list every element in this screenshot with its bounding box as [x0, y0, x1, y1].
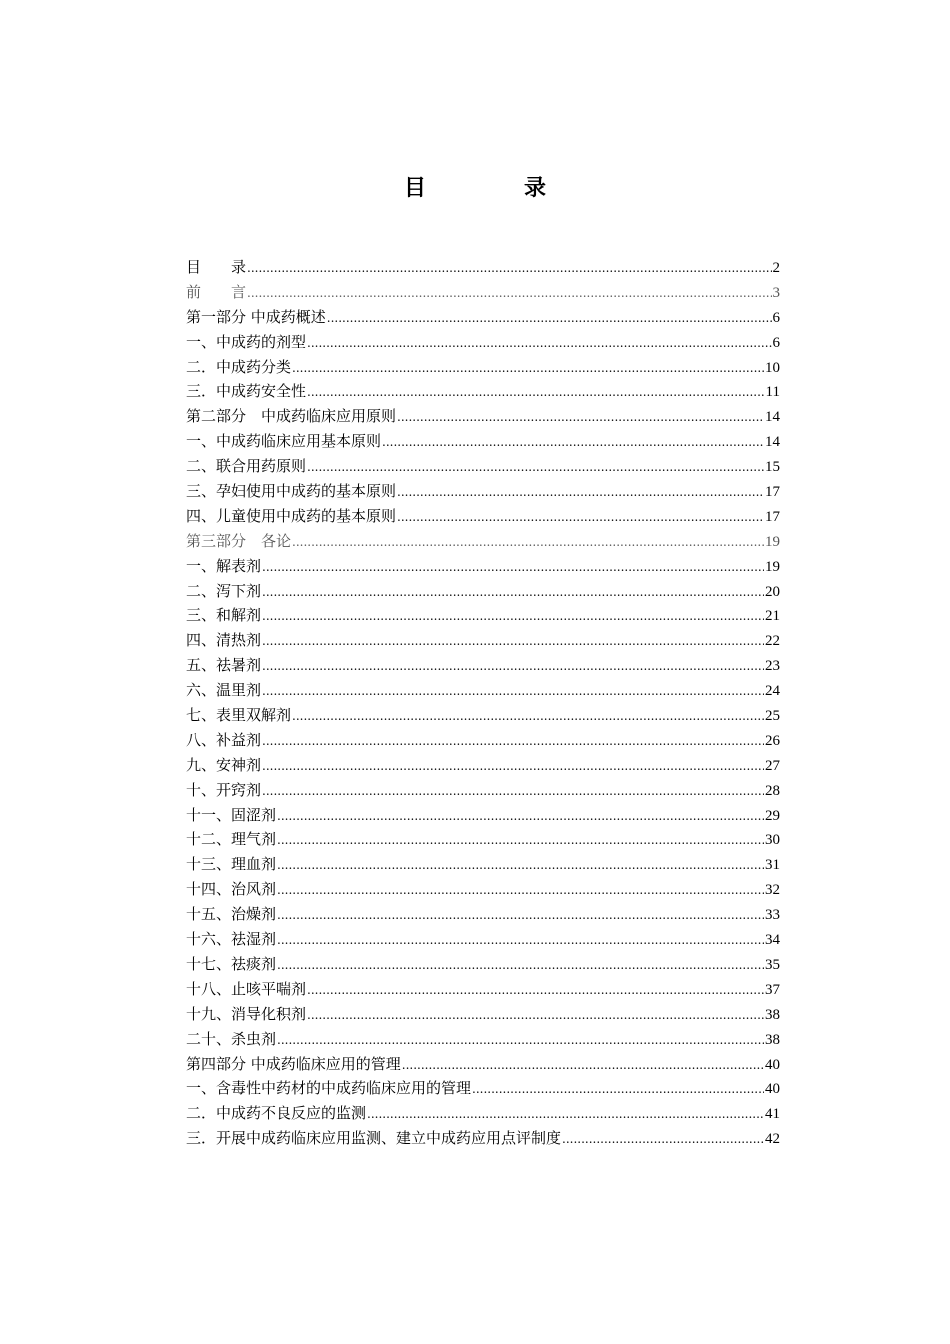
toc-entry-label: 三．开展中成药临床应用监测、建立中成药应用点评制度 [186, 1129, 562, 1148]
toc-entry[interactable] [186, 280, 780, 305]
toc-entry[interactable] [186, 1126, 780, 1151]
toc-entry[interactable] [186, 803, 780, 828]
toc-entry-page-number: 42 [765, 1131, 780, 1148]
toc-dot-leader [307, 380, 765, 404]
toc-entry-label: 十六、祛湿剂 [186, 930, 277, 949]
toc-dot-leader [397, 480, 764, 504]
toc-entry-label: 第四部分 中成药临床应用的管理 [186, 1054, 401, 1073]
toc-entry[interactable] [186, 479, 780, 504]
toc-entry-page-number: 22 [765, 633, 780, 650]
toc-entry-label: 二．中成药不良反应的监测 [186, 1104, 367, 1123]
toc-entry-label: 十一、固涩剂 [186, 805, 277, 824]
toc-entry[interactable] [186, 1052, 780, 1077]
toc-dot-leader [307, 455, 764, 479]
toc-entry-page-number: 34 [765, 932, 780, 949]
toc-dot-leader [562, 1127, 764, 1151]
toc-dot-leader [262, 580, 764, 604]
toc-entry-label: 九、安神剂 [186, 755, 262, 774]
toc-entry-page-number: 17 [765, 508, 780, 525]
toc-entry-label: 第三部分 各论 [186, 531, 292, 550]
toc-dot-leader [292, 356, 764, 380]
toc-entry-label: 二十、杀虫剂 [186, 1029, 277, 1048]
toc-entry-page-number: 41 [765, 1106, 780, 1123]
toc-entry[interactable] [186, 355, 780, 380]
toc-entry-page-number: 19 [765, 533, 780, 550]
toc-entry-label: 十七、祛痰剂 [186, 954, 277, 973]
toc-entry-label: 二、泻下剂 [186, 581, 262, 600]
toc-entry-label: 十九、消导化积剂 [186, 1004, 307, 1023]
toc-dot-leader [397, 405, 764, 429]
toc-entry[interactable] [186, 255, 780, 280]
toc-entry[interactable] [186, 429, 780, 454]
toc-entry[interactable] [186, 753, 780, 778]
toc-entry[interactable] [186, 927, 780, 952]
toc-entry[interactable] [186, 554, 780, 579]
toc-entry[interactable] [186, 703, 780, 728]
toc-dot-leader [367, 1102, 764, 1126]
toc-entry[interactable] [186, 952, 780, 977]
toc-dot-leader [307, 1003, 764, 1027]
toc-entry[interactable] [186, 653, 780, 678]
toc-entry[interactable] [186, 852, 780, 877]
toc-entry-page-number: 25 [765, 708, 780, 725]
toc-entry-page-number: 30 [765, 832, 780, 849]
toc-entry[interactable] [186, 305, 780, 330]
toc-entry-label: 六、温里剂 [186, 681, 262, 700]
toc-entry-page-number: 38 [765, 1031, 780, 1048]
toc-dot-leader [292, 704, 764, 728]
toc-entry-label: 目 录 [186, 258, 247, 276]
toc-entry-label: 二．中成药分类 [186, 357, 292, 376]
toc-entry-label: 十二、理气剂 [186, 830, 277, 849]
toc-dot-leader [262, 555, 764, 579]
toc-entry-page-number: 20 [765, 583, 780, 600]
toc-entry-label: 三．中成药安全性 [186, 382, 307, 401]
toc-dot-leader [277, 853, 764, 877]
toc-entry-page-number: 6 [772, 309, 780, 326]
toc-dot-leader [472, 1077, 764, 1101]
toc-entry-label: 一、含毒性中药材的中成药临床应用的管理 [186, 1079, 472, 1098]
toc-dot-leader [262, 604, 764, 628]
toc-dot-leader [307, 331, 771, 355]
toc-dot-leader [277, 878, 764, 902]
toc-entry-page-number: 10 [765, 359, 780, 376]
toc-entry-label: 十五、治燥剂 [186, 905, 277, 924]
toc-entry-page-number: 38 [765, 1006, 780, 1023]
toc-entry-page-number: 14 [765, 409, 780, 426]
toc-entry-page-number: 37 [765, 981, 780, 998]
toc-entry-label: 三、孕妇使用中成药的基本原则 [186, 482, 397, 501]
toc-entry-page-number: 6 [772, 334, 780, 351]
toc-entry[interactable] [186, 977, 780, 1002]
toc-dot-leader [277, 804, 764, 828]
toc-entry-page-number: 17 [765, 484, 780, 501]
toc-entry-label: 三、和解剂 [186, 606, 262, 625]
toc-entry-page-number: 3 [772, 284, 780, 301]
toc-entry[interactable] [186, 1101, 780, 1126]
toc-entry-label: 第二部分 中成药临床应用原则 [186, 407, 397, 426]
toc-entry[interactable] [186, 1002, 780, 1027]
toc-entry-page-number: 40 [765, 1056, 780, 1073]
toc-dot-leader [397, 505, 764, 529]
toc-dot-leader [277, 903, 764, 927]
toc-entry[interactable] [186, 603, 780, 628]
toc-entry[interactable] [186, 379, 780, 404]
toc-dot-leader [307, 978, 764, 1002]
toc-dot-leader [262, 729, 764, 753]
toc-dot-leader [402, 1053, 764, 1077]
toc-entry-label: 前 言 [186, 282, 247, 301]
toc-entry-label: 七、表里双解剂 [186, 706, 292, 725]
toc-entry-page-number: 27 [765, 757, 780, 774]
toc-dot-leader [262, 654, 764, 678]
toc-entry[interactable] [186, 579, 780, 604]
toc-entry-page-number: 24 [765, 683, 780, 700]
toc-dot-leader [277, 1028, 764, 1052]
toc-entry-page-number: 31 [765, 857, 780, 874]
toc-entry[interactable] [186, 877, 780, 902]
toc-entry[interactable] [186, 504, 780, 529]
toc-entry-page-number: 21 [765, 608, 780, 625]
toc-dot-leader [277, 953, 764, 977]
toc-entry-page-number: 29 [765, 807, 780, 824]
toc-entry-label: 八、补益剂 [186, 730, 262, 749]
toc-entry-label: 四、清热剂 [186, 631, 262, 650]
toc-entry-label: 十三、理血剂 [186, 855, 277, 874]
toc-dot-leader [262, 679, 764, 703]
toc-entry-label: 一、中成药的剂型 [186, 332, 307, 351]
toc-entry-page-number: 35 [765, 956, 780, 973]
toc-entry[interactable] [186, 902, 780, 927]
toc-entry-label: 一、中成药临床应用基本原则 [186, 432, 382, 451]
toc-entry-page-number: 15 [765, 459, 780, 476]
toc-dot-leader [247, 256, 771, 280]
table-of-contents [186, 255, 780, 1151]
toc-entry-label: 十、开窍剂 [186, 780, 262, 799]
toc-entry-page-number: 28 [765, 782, 780, 799]
toc-entry[interactable] [186, 1076, 780, 1101]
toc-entry-page-number: 32 [765, 882, 780, 899]
toc-entry-page-number: 19 [765, 558, 780, 575]
toc-dot-leader [382, 430, 764, 454]
toc-entry[interactable] [186, 827, 780, 852]
toc-entry-label: 四、儿童使用中成药的基本原则 [186, 506, 397, 525]
toc-dot-leader [247, 281, 771, 305]
toc-entry-label: 十八、止咳平喘剂 [186, 979, 307, 998]
toc-entry[interactable] [186, 1027, 780, 1052]
toc-entry[interactable] [186, 454, 780, 479]
toc-entry-page-number: 40 [765, 1081, 780, 1098]
toc-dot-leader [262, 629, 764, 653]
toc-entry-page-number: 23 [765, 658, 780, 675]
toc-entry-label: 一、解表剂 [186, 556, 262, 575]
toc-entry[interactable] [186, 404, 780, 429]
toc-dot-leader [262, 779, 764, 803]
toc-dot-leader [327, 306, 772, 330]
toc-entry[interactable] [186, 728, 780, 753]
toc-entry[interactable] [186, 330, 780, 355]
toc-entry-label: 二、联合用药原则 [186, 457, 307, 476]
toc-entry-page-number: 14 [765, 434, 780, 451]
toc-entry[interactable] [186, 778, 780, 803]
page-title: 目 录 [403, 176, 584, 201]
toc-entry-page-number: 33 [765, 907, 780, 924]
toc-entry[interactable] [186, 529, 780, 554]
toc-entry-page-number: 26 [765, 732, 780, 749]
toc-dot-leader [277, 928, 764, 952]
toc-entry-page-number: 11 [765, 384, 780, 401]
toc-dot-leader [292, 530, 764, 554]
toc-dot-leader [277, 828, 764, 852]
toc-entry-label: 十四、治风剂 [186, 880, 277, 899]
toc-dot-leader [262, 754, 764, 778]
toc-entry[interactable] [186, 628, 780, 653]
toc-entry-label: 五、祛暑剂 [186, 656, 262, 675]
toc-entry[interactable] [186, 678, 780, 703]
toc-entry-page-number: 2 [772, 260, 780, 276]
toc-entry-label: 第一部分 中成药概述 [186, 307, 326, 326]
